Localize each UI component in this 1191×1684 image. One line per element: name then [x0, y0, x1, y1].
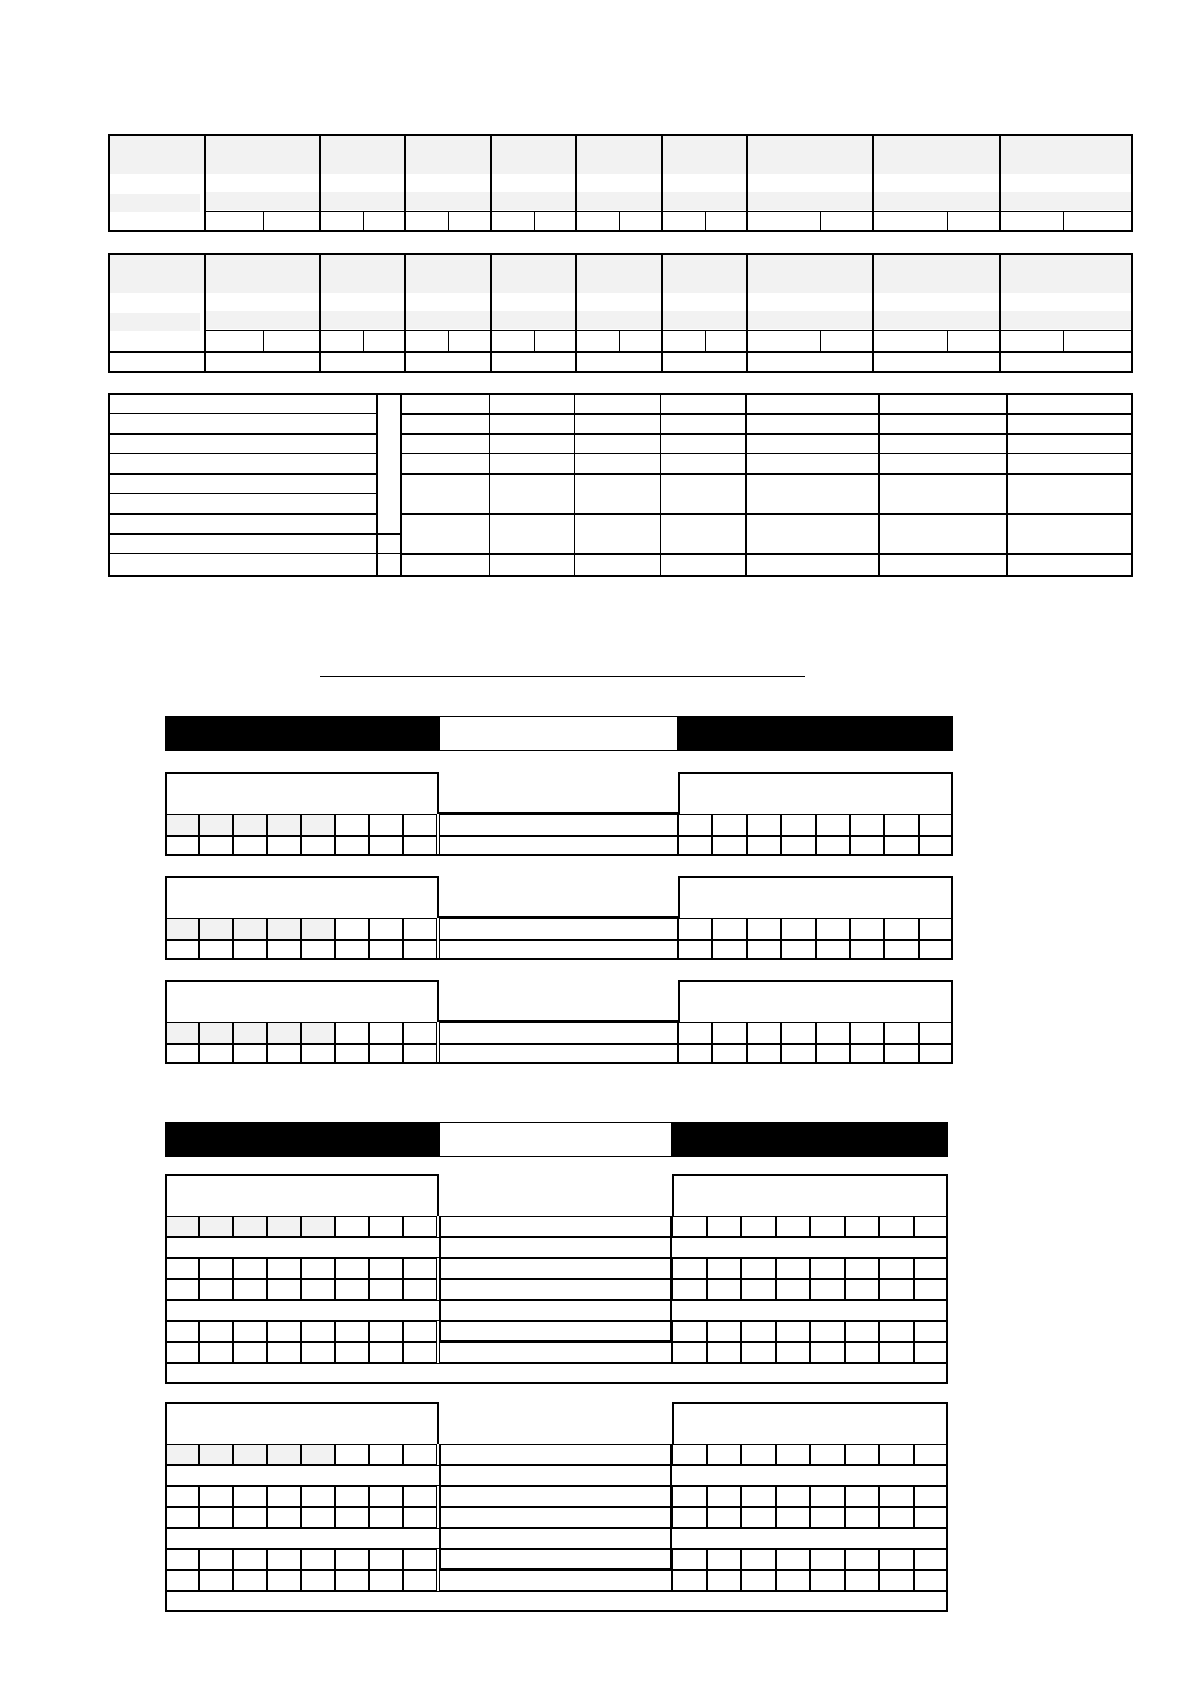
results-table	[108, 393, 1133, 577]
big-right-box	[672, 1174, 948, 1216]
label-col-divider	[400, 395, 402, 575]
section-left-box	[165, 980, 439, 1022]
section-frame	[165, 814, 953, 856]
col-shade	[406, 192, 490, 210]
subrow-line	[108, 351, 1133, 353]
col-divider	[490, 134, 492, 232]
subcol	[619, 330, 620, 351]
big-center-bracket	[439, 1216, 672, 1342]
col-shade	[874, 311, 999, 329]
subcol	[263, 330, 264, 351]
big-left-box	[165, 1174, 439, 1216]
grid-col	[1006, 395, 1008, 575]
subcol	[820, 211, 821, 232]
subcol	[705, 330, 706, 351]
grid-row	[402, 433, 1131, 435]
col-shade	[1001, 192, 1131, 210]
subcol	[363, 330, 364, 351]
col-shade	[577, 192, 661, 210]
row-line	[110, 433, 376, 435]
plan-2-left-bar	[165, 1122, 439, 1157]
subcol	[619, 211, 620, 232]
grid-col	[878, 395, 880, 575]
label-col-divider	[376, 395, 378, 575]
grid-row	[402, 413, 1131, 415]
subcol	[705, 211, 706, 232]
grid-row	[402, 553, 1131, 555]
big-left-box	[165, 1402, 439, 1444]
grid-col	[574, 395, 575, 575]
col-shade	[206, 311, 319, 329]
col-divider	[404, 134, 406, 232]
col-shade	[874, 192, 999, 210]
col-shade	[663, 311, 746, 329]
plan-1-right-bar	[678, 716, 953, 751]
col-shade	[1001, 311, 1131, 329]
col-shade	[663, 192, 746, 210]
grid-col	[745, 395, 747, 575]
subrow-line	[204, 211, 1133, 212]
section-frame	[165, 918, 953, 960]
col-shade	[321, 311, 404, 329]
plan-2-center-bar	[439, 1122, 672, 1157]
grid-col	[660, 395, 661, 575]
subcol	[448, 330, 449, 351]
section-left-box	[165, 876, 439, 918]
col-divider	[872, 134, 874, 232]
subcol	[534, 211, 535, 232]
section-frame	[165, 1022, 953, 1064]
section-right-box	[678, 772, 953, 814]
row-line	[110, 453, 376, 454]
grid-row	[402, 513, 1131, 515]
grid-col	[489, 395, 490, 575]
subrow-line	[204, 330, 1133, 331]
col-divider	[746, 134, 748, 232]
col-shade	[748, 311, 872, 329]
subcol	[448, 211, 449, 232]
subcol	[820, 330, 821, 351]
plan-2-right-bar	[672, 1122, 948, 1157]
col-shade	[206, 192, 319, 210]
subcol	[947, 330, 948, 351]
section-right-box	[678, 876, 953, 918]
signature-line	[320, 676, 805, 677]
section-left-box	[165, 772, 439, 814]
subcol	[263, 211, 264, 232]
col-divider	[319, 134, 321, 232]
row-line	[110, 473, 376, 475]
row-line	[110, 513, 376, 515]
section-right-box	[678, 980, 953, 1022]
col-shade	[748, 192, 872, 210]
col-shade	[321, 192, 404, 210]
header-1-columns	[108, 134, 1133, 232]
big-right-box	[672, 1402, 948, 1444]
col-shade	[577, 311, 661, 329]
row-line	[110, 493, 376, 494]
subcol	[534, 330, 535, 351]
subcol	[1063, 211, 1064, 232]
col-divider	[204, 134, 206, 232]
big-center-bracket	[439, 1444, 672, 1570]
col-shade	[492, 311, 575, 329]
plan-1-left-bar	[165, 716, 439, 751]
plan-1-center-bar	[439, 716, 678, 751]
subcol	[1063, 330, 1064, 351]
row-line	[110, 413, 376, 414]
subcol	[947, 211, 948, 232]
row-line	[110, 533, 402, 535]
col-divider	[999, 134, 1001, 232]
col-divider	[575, 134, 577, 232]
col-shade	[492, 192, 575, 210]
col-shade	[406, 311, 490, 329]
header-2-columns	[108, 253, 1133, 373]
grid-row	[402, 453, 1131, 454]
grid-row	[402, 473, 1131, 475]
row-line	[110, 553, 402, 554]
subcol	[363, 211, 364, 232]
col-divider	[661, 134, 663, 232]
